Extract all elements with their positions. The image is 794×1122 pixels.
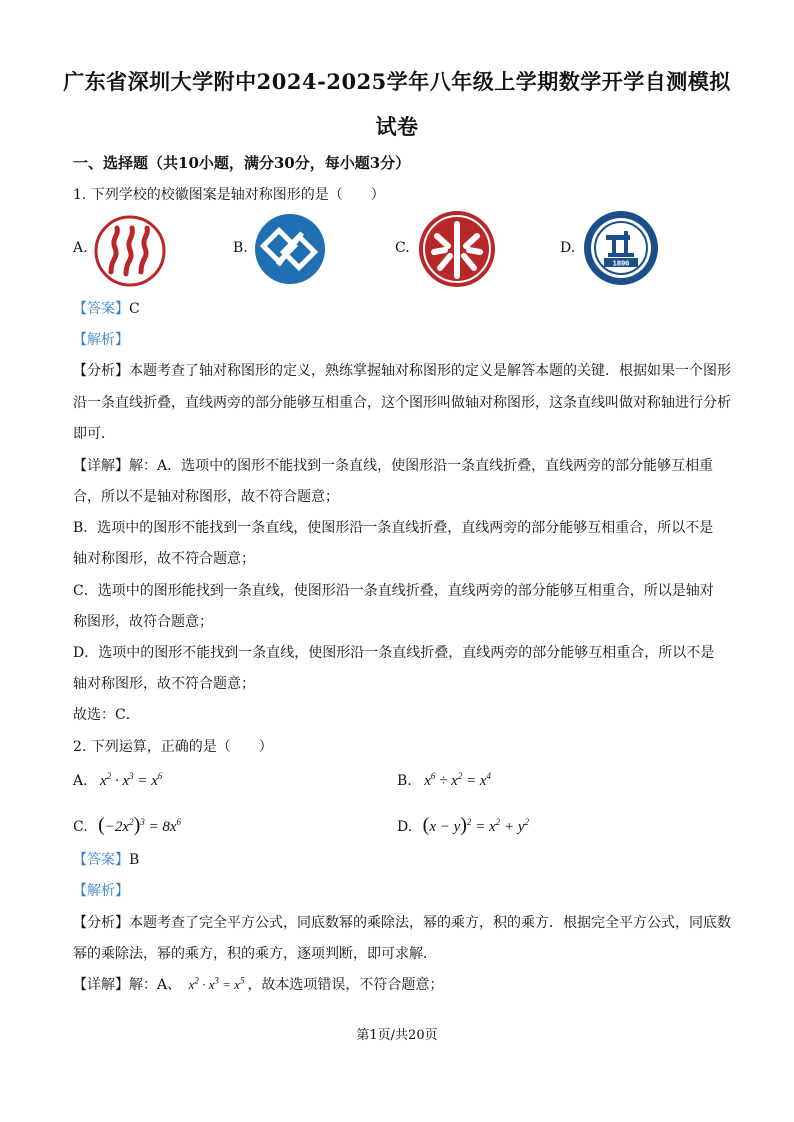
q2-option-b: B. $x^6 \div x^2 = x^4$ <box>397 771 492 789</box>
q1-analysis-line-2: 沿一条直线折叠，直线两旁的部分能够互相重合，这个图形叫做轴对称图形，这条直线叫做对称轴进行分析 <box>73 395 731 411</box>
answer-value: B <box>129 852 140 868</box>
analysis-head: 【分析】 <box>73 363 129 379</box>
q2-option-d: D. $(x - y)^2 = x^2 + y^2$ <box>397 814 529 836</box>
detail-text: 解：A．选项中的图形不能找到一条直线，使图形沿一条直线折叠，直线两旁的部分能够互相重 <box>129 458 714 474</box>
answer-tag: 【答案】 <box>73 852 129 868</box>
q1-analysis-line-1 <box>73 360 731 380</box>
emblem-d-year: 1896 <box>612 258 630 268</box>
q1-detail-line-3: B．选项中的图形不能找到一条直线，使图形沿一条直线折叠，直线两旁的部分能够互相重合，所以不是 <box>73 520 714 536</box>
emblem-d-icon <box>582 209 660 287</box>
document-title: 广东省深圳大学附中2024-2025学年八年级上学期数学开学自测模拟 <box>63 69 731 94</box>
q1-detail-line-2: 合，所以不是轴对称图形，故不符合题意； <box>73 489 339 505</box>
option-d-label: D. <box>560 240 576 256</box>
option-d-label: D. <box>397 819 413 835</box>
option-a-label: A. <box>73 240 88 256</box>
option-c-label: C. <box>73 819 88 835</box>
q1-detail-line-7: D．选项中的图形不能找到一条直线，使图形沿一条直线折叠，直线两旁的部分能够互相重合，所以不是 <box>73 645 715 661</box>
q1-detail-line-8: 轴对称图形，故不符合题意； <box>73 676 255 692</box>
answer-tag: 【答案】 <box>73 301 129 317</box>
detail-tail: ，故本选项错误，不符合题意； <box>247 977 444 993</box>
detail-head: 【详解】 <box>73 458 129 474</box>
emblem-a-icon <box>93 214 167 288</box>
analysis-text: 本题考查了轴对称图形的定义，熟练掌握轴对称图形的定义是解答本题的关键．根据如果一个图形 <box>129 363 731 379</box>
q2-option-a: A. $x^2 \cdot x^3 = x^6$ <box>73 771 163 789</box>
option-b-label: B. <box>233 240 248 256</box>
analysis-text: 本题考查了完全平方公式，同底数幂的乘除法，幂的乘方，积的乘方．根据完全平方公式，同底数 <box>129 915 731 931</box>
option-a-label: A. <box>73 773 88 789</box>
detail-head: 【详解】 <box>73 977 129 993</box>
q1-analysis-line-3: 即可． <box>73 426 115 442</box>
analysis-tag: 【解析】 <box>73 883 129 899</box>
q1-detail-line-9: 故选：C． <box>73 707 140 723</box>
answer-value: C <box>129 301 140 317</box>
q2-detail-line-1: 【详解】解：A、 $x^2 \cdot x^3 = x^5$ ，故本选项错误，不符合题意； <box>73 975 444 993</box>
document-title-cont: 试卷 <box>375 114 419 139</box>
question-1-stem: 1. 下列学校的校徽图案是轴对称图形的是（ ） <box>73 187 385 203</box>
q2-analysis-line-2: 幂的乘除法，幂的乘方，积的乘方，逐项判断，即可求解． <box>73 946 437 962</box>
emblem-c-icon <box>418 210 496 288</box>
page-footer: 第1页/共20页 <box>356 1028 438 1043</box>
q1-detail-line-6: 称图形，故符合题意； <box>73 614 213 630</box>
q1-analysis-tag <box>73 329 129 349</box>
question-2-stem: 2. 下列运算，正确的是（ ） <box>73 739 273 755</box>
option-c-label: C. <box>395 240 410 256</box>
q2-analysis-tag <box>73 880 129 900</box>
section-heading: 一、选择题（共10小题，满分30分，每小题3分） <box>73 154 411 172</box>
q2-option-c: C. $(-2x^2)^3 = 8x^6$ <box>73 814 182 836</box>
analysis-tag: 【解析】 <box>73 332 129 348</box>
q1-detail-line-5: C．选项中的图形能找到一条直线，使图形沿一条直线折叠，直线两旁的部分能够互相重合，所以是轴对 <box>73 583 714 599</box>
q1-answer <box>73 298 140 318</box>
q1-detail-line-4: 轴对称图形，故不符合题意； <box>73 551 255 567</box>
q2-analysis-line-1 <box>73 912 731 932</box>
analysis-head: 【分析】 <box>73 915 129 931</box>
detail-text: 解：A、 <box>129 977 182 993</box>
option-b-label: B. <box>397 773 412 789</box>
q2-answer <box>73 849 139 869</box>
q1-detail-line-1 <box>73 455 713 475</box>
emblem-b-icon <box>254 213 326 285</box>
